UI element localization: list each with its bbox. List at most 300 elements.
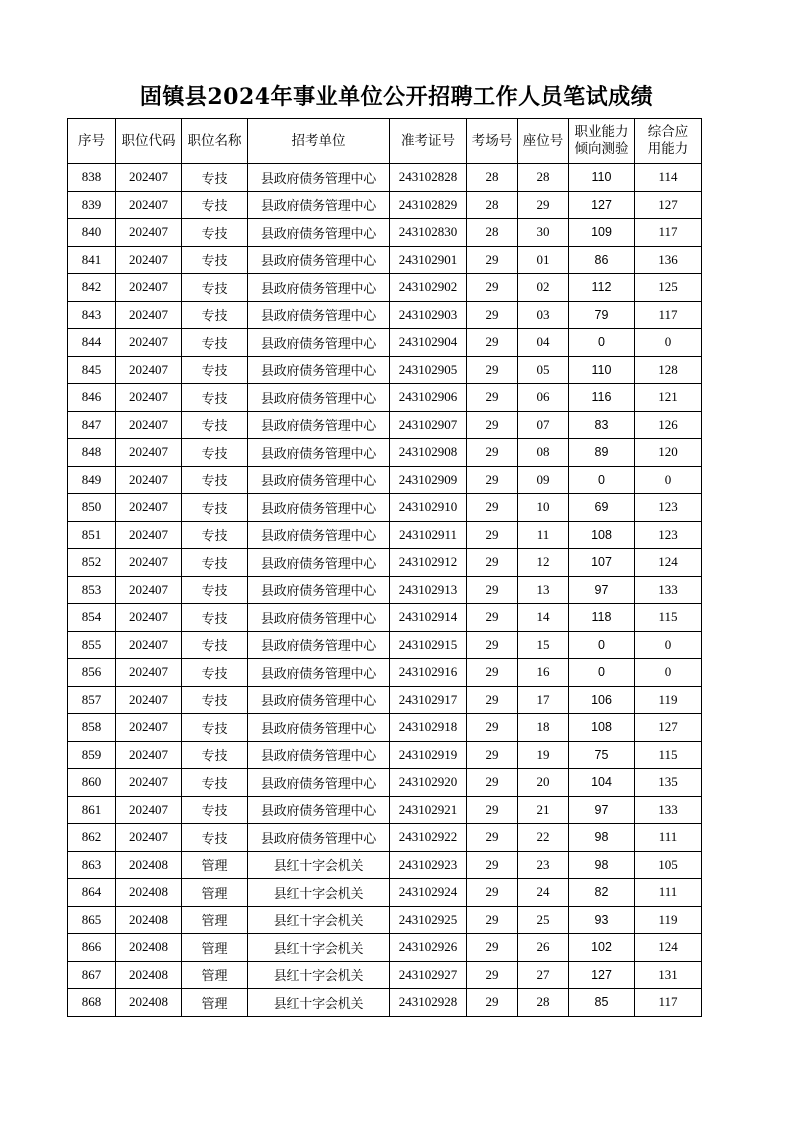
admission-number-cell: 243102908 <box>390 439 467 467</box>
table-row <box>68 494 702 522</box>
header-position-name: 职位名称 <box>182 119 248 164</box>
aptitude-score-cell: 104 <box>569 769 635 797</box>
serial-number-cell: 844 <box>68 329 116 357</box>
aptitude-score-cell: 127 <box>569 191 635 219</box>
aptitude-score-cell: 116 <box>569 384 635 412</box>
position-name-cell: 专技 <box>182 576 248 604</box>
exam-room-cell: 29 <box>467 329 518 357</box>
recruiting-unit-cell: 县政府债务管理中心 <box>248 604 390 632</box>
serial-number-cell: 843 <box>68 301 116 329</box>
seat-number-cell: 08 <box>518 439 569 467</box>
recruiting-unit-cell: 县红十字会机关 <box>248 961 390 989</box>
applied-ability-score-cell: 123 <box>635 494 702 522</box>
recruiting-unit-cell: 县红十字会机关 <box>248 879 390 907</box>
exam-room-cell: 29 <box>467 851 518 879</box>
recruiting-unit-cell: 县红十字会机关 <box>248 989 390 1017</box>
serial-number-cell: 856 <box>68 659 116 687</box>
position-code-cell: 202407 <box>116 741 182 769</box>
position-name-cell: 专技 <box>182 686 248 714</box>
admission-number-cell: 243102907 <box>390 411 467 439</box>
exam-room-cell: 29 <box>467 659 518 687</box>
recruiting-unit-cell: 县政府债务管理中心 <box>248 521 390 549</box>
exam-room-cell: 29 <box>467 549 518 577</box>
position-name-cell: 管理 <box>182 989 248 1017</box>
aptitude-score-cell: 112 <box>569 274 635 302</box>
applied-ability-score-cell: 120 <box>635 439 702 467</box>
exam-room-cell: 29 <box>467 494 518 522</box>
table-row <box>68 741 702 769</box>
serial-number-cell: 847 <box>68 411 116 439</box>
exam-room-cell: 29 <box>467 466 518 494</box>
aptitude-score-cell: 108 <box>569 714 635 742</box>
applied-ability-score-cell: 128 <box>635 356 702 384</box>
serial-number-cell: 864 <box>68 879 116 907</box>
exam-room-cell: 29 <box>467 714 518 742</box>
applied-ability-score-cell: 0 <box>635 329 702 357</box>
serial-number-cell: 851 <box>68 521 116 549</box>
aptitude-score-cell: 82 <box>569 879 635 907</box>
aptitude-score-cell: 97 <box>569 796 635 824</box>
header-position-code: 职位代码 <box>116 119 182 164</box>
page-title: 固镇县2024年事业单位公开招聘工作人员笔试成绩 <box>139 84 654 110</box>
position-code-cell: 202407 <box>116 714 182 742</box>
position-code-cell: 202408 <box>116 879 182 907</box>
applied-ability-score-cell: 136 <box>635 246 702 274</box>
position-code-cell: 202407 <box>116 411 182 439</box>
header-serial-number: 序号 <box>68 119 116 164</box>
position-name-cell: 专技 <box>182 466 248 494</box>
seat-number-cell: 17 <box>518 686 569 714</box>
position-code-cell: 202407 <box>116 274 182 302</box>
aptitude-score-cell: 0 <box>569 329 635 357</box>
exam-room-cell: 29 <box>467 824 518 852</box>
admission-number-cell: 243102924 <box>390 879 467 907</box>
position-code-cell: 202407 <box>116 686 182 714</box>
recruiting-unit-cell: 县政府债务管理中心 <box>248 686 390 714</box>
applied-ability-score-cell: 119 <box>635 686 702 714</box>
applied-ability-score-cell: 124 <box>635 934 702 962</box>
recruiting-unit-cell: 县红十字会机关 <box>248 851 390 879</box>
aptitude-score-cell: 118 <box>569 604 635 632</box>
position-code-cell: 202407 <box>116 219 182 247</box>
exam-room-cell: 28 <box>467 164 518 192</box>
aptitude-score-cell: 106 <box>569 686 635 714</box>
exam-room-cell: 29 <box>467 411 518 439</box>
applied-ability-score-cell: 133 <box>635 796 702 824</box>
exam-room-cell: 29 <box>467 934 518 962</box>
serial-number-cell: 838 <box>68 164 116 192</box>
table-row <box>68 521 702 549</box>
serial-number-cell: 842 <box>68 274 116 302</box>
serial-number-cell: 855 <box>68 631 116 659</box>
aptitude-score-cell: 127 <box>569 961 635 989</box>
position-name-cell: 管理 <box>182 879 248 907</box>
aptitude-score-cell: 98 <box>569 824 635 852</box>
seat-number-cell: 05 <box>518 356 569 384</box>
position-code-cell: 202407 <box>116 246 182 274</box>
exam-room-cell: 29 <box>467 796 518 824</box>
position-code-cell: 202407 <box>116 576 182 604</box>
exam-scores-table <box>67 118 702 1017</box>
aptitude-score-cell: 0 <box>569 659 635 687</box>
exam-room-cell: 29 <box>467 576 518 604</box>
position-name-cell: 专技 <box>182 301 248 329</box>
aptitude-score-cell: 102 <box>569 934 635 962</box>
table-row <box>68 191 702 219</box>
serial-number-cell: 853 <box>68 576 116 604</box>
applied-ability-score-cell: 119 <box>635 906 702 934</box>
admission-number-cell: 243102902 <box>390 274 467 302</box>
admission-number-cell: 243102828 <box>390 164 467 192</box>
recruiting-unit-cell: 县政府债务管理中心 <box>248 329 390 357</box>
seat-number-cell: 22 <box>518 824 569 852</box>
exam-room-cell: 29 <box>467 879 518 907</box>
header-exam-room: 考场号 <box>467 119 518 164</box>
exam-room-cell: 29 <box>467 384 518 412</box>
position-code-cell: 202408 <box>116 961 182 989</box>
admission-number-cell: 243102928 <box>390 989 467 1017</box>
position-code-cell: 202408 <box>116 934 182 962</box>
serial-number-cell: 867 <box>68 961 116 989</box>
applied-ability-score-cell: 115 <box>635 604 702 632</box>
applied-ability-score-cell: 131 <box>635 961 702 989</box>
aptitude-score-cell: 97 <box>569 576 635 604</box>
admission-number-cell: 243102830 <box>390 219 467 247</box>
applied-ability-score-cell: 135 <box>635 769 702 797</box>
aptitude-score-cell: 69 <box>569 494 635 522</box>
position-code-cell: 202407 <box>116 796 182 824</box>
recruiting-unit-cell: 县政府债务管理中心 <box>248 576 390 604</box>
serial-number-cell: 860 <box>68 769 116 797</box>
recruiting-unit-cell: 县政府债务管理中心 <box>248 769 390 797</box>
position-code-cell: 202407 <box>116 659 182 687</box>
seat-number-cell: 20 <box>518 769 569 797</box>
position-name-cell: 专技 <box>182 356 248 384</box>
position-code-cell: 202408 <box>116 989 182 1017</box>
table-row <box>68 824 702 852</box>
admission-number-cell: 243102917 <box>390 686 467 714</box>
position-name-cell: 专技 <box>182 246 248 274</box>
exam-room-cell: 29 <box>467 989 518 1017</box>
admission-number-cell: 243102916 <box>390 659 467 687</box>
seat-number-cell: 28 <box>518 989 569 1017</box>
serial-number-cell: 840 <box>68 219 116 247</box>
recruiting-unit-cell: 县政府债务管理中心 <box>248 219 390 247</box>
position-code-cell: 202407 <box>116 329 182 357</box>
table-row <box>68 686 702 714</box>
table-row <box>68 439 702 467</box>
position-code-cell: 202408 <box>116 906 182 934</box>
aptitude-score-cell: 110 <box>569 356 635 384</box>
aptitude-score-cell: 109 <box>569 219 635 247</box>
table-row <box>68 549 702 577</box>
recruiting-unit-cell: 县政府债务管理中心 <box>248 466 390 494</box>
recruiting-unit-cell: 县政府债务管理中心 <box>248 439 390 467</box>
admission-number-cell: 243102922 <box>390 824 467 852</box>
table-row <box>68 631 702 659</box>
table-row <box>68 301 702 329</box>
position-code-cell: 202407 <box>116 191 182 219</box>
position-code-cell: 202407 <box>116 824 182 852</box>
exam-room-cell: 29 <box>467 439 518 467</box>
serial-number-cell: 854 <box>68 604 116 632</box>
recruiting-unit-cell: 县政府债务管理中心 <box>248 659 390 687</box>
serial-number-cell: 845 <box>68 356 116 384</box>
position-name-cell: 管理 <box>182 934 248 962</box>
admission-number-cell: 243102906 <box>390 384 467 412</box>
recruiting-unit-cell: 县政府债务管理中心 <box>248 741 390 769</box>
header-applied-ability: 综合应 用能力 <box>635 119 702 164</box>
position-name-cell: 专技 <box>182 384 248 412</box>
table-row <box>68 384 702 412</box>
serial-number-cell: 868 <box>68 989 116 1017</box>
seat-number-cell: 18 <box>518 714 569 742</box>
aptitude-score-cell: 93 <box>569 906 635 934</box>
header-seat-number: 座位号 <box>518 119 569 164</box>
header-recruiting-unit: 招考单位 <box>248 119 390 164</box>
serial-number-cell: 863 <box>68 851 116 879</box>
position-name-cell: 专技 <box>182 219 248 247</box>
table-row <box>68 604 702 632</box>
seat-number-cell: 28 <box>518 164 569 192</box>
recruiting-unit-cell: 县政府债务管理中心 <box>248 494 390 522</box>
applied-ability-score-cell: 0 <box>635 466 702 494</box>
seat-number-cell: 12 <box>518 549 569 577</box>
recruiting-unit-cell: 县政府债务管理中心 <box>248 714 390 742</box>
admission-number-cell: 243102909 <box>390 466 467 494</box>
seat-number-cell: 09 <box>518 466 569 494</box>
recruiting-unit-cell: 县政府债务管理中心 <box>248 384 390 412</box>
serial-number-cell: 865 <box>68 906 116 934</box>
position-code-cell: 202407 <box>116 466 182 494</box>
recruiting-unit-cell: 县政府债务管理中心 <box>248 796 390 824</box>
exam-room-cell: 28 <box>467 191 518 219</box>
admission-number-cell: 243102911 <box>390 521 467 549</box>
position-name-cell: 专技 <box>182 164 248 192</box>
table-row <box>68 961 702 989</box>
position-code-cell: 202407 <box>116 604 182 632</box>
seat-number-cell: 10 <box>518 494 569 522</box>
exam-room-cell: 29 <box>467 961 518 989</box>
seat-number-cell: 29 <box>518 191 569 219</box>
recruiting-unit-cell: 县红十字会机关 <box>248 934 390 962</box>
exam-room-cell: 29 <box>467 246 518 274</box>
applied-ability-score-cell: 124 <box>635 549 702 577</box>
applied-ability-score-cell: 117 <box>635 301 702 329</box>
applied-ability-score-cell: 127 <box>635 714 702 742</box>
applied-ability-score-cell: 126 <box>635 411 702 439</box>
applied-ability-score-cell: 0 <box>635 659 702 687</box>
applied-ability-score-cell: 115 <box>635 741 702 769</box>
exam-room-cell: 29 <box>467 741 518 769</box>
serial-number-cell: 866 <box>68 934 116 962</box>
table-row <box>68 934 702 962</box>
applied-ability-score-cell: 105 <box>635 851 702 879</box>
admission-number-cell: 243102919 <box>390 741 467 769</box>
position-code-cell: 202407 <box>116 494 182 522</box>
seat-number-cell: 24 <box>518 879 569 907</box>
header-admission-number: 准考证号 <box>390 119 467 164</box>
position-code-cell: 202407 <box>116 164 182 192</box>
seat-number-cell: 21 <box>518 796 569 824</box>
applied-ability-score-cell: 133 <box>635 576 702 604</box>
aptitude-score-cell: 110 <box>569 164 635 192</box>
serial-number-cell: 852 <box>68 549 116 577</box>
exam-room-cell: 29 <box>467 631 518 659</box>
admission-number-cell: 243102910 <box>390 494 467 522</box>
seat-number-cell: 27 <box>518 961 569 989</box>
aptitude-score-cell: 89 <box>569 439 635 467</box>
applied-ability-score-cell: 117 <box>635 219 702 247</box>
aptitude-score-cell: 108 <box>569 521 635 549</box>
table-row <box>68 411 702 439</box>
admission-number-cell: 243102904 <box>390 329 467 357</box>
aptitude-score-cell: 0 <box>569 631 635 659</box>
exam-room-cell: 28 <box>467 219 518 247</box>
position-name-cell: 管理 <box>182 851 248 879</box>
table-row <box>68 576 702 604</box>
exam-room-cell: 29 <box>467 769 518 797</box>
aptitude-score-cell: 79 <box>569 301 635 329</box>
serial-number-cell: 841 <box>68 246 116 274</box>
admission-number-cell: 243102913 <box>390 576 467 604</box>
applied-ability-score-cell: 125 <box>635 274 702 302</box>
table-row <box>68 796 702 824</box>
recruiting-unit-cell: 县政府债务管理中心 <box>248 549 390 577</box>
recruiting-unit-cell: 县红十字会机关 <box>248 906 390 934</box>
seat-number-cell: 02 <box>518 274 569 302</box>
position-name-cell: 专技 <box>182 494 248 522</box>
table-row <box>68 879 702 907</box>
seat-number-cell: 11 <box>518 521 569 549</box>
position-name-cell: 专技 <box>182 191 248 219</box>
seat-number-cell: 06 <box>518 384 569 412</box>
seat-number-cell: 07 <box>518 411 569 439</box>
serial-number-cell: 850 <box>68 494 116 522</box>
aptitude-score-cell: 86 <box>569 246 635 274</box>
position-name-cell: 专技 <box>182 796 248 824</box>
seat-number-cell: 16 <box>518 659 569 687</box>
seat-number-cell: 30 <box>518 219 569 247</box>
applied-ability-score-cell: 123 <box>635 521 702 549</box>
admission-number-cell: 243102925 <box>390 906 467 934</box>
position-code-cell: 202407 <box>116 439 182 467</box>
seat-number-cell: 04 <box>518 329 569 357</box>
table-row <box>68 906 702 934</box>
admission-number-cell: 243102918 <box>390 714 467 742</box>
aptitude-score-cell: 83 <box>569 411 635 439</box>
position-name-cell: 专技 <box>182 659 248 687</box>
applied-ability-score-cell: 111 <box>635 824 702 852</box>
position-code-cell: 202407 <box>116 769 182 797</box>
serial-number-cell: 858 <box>68 714 116 742</box>
position-code-cell: 202408 <box>116 851 182 879</box>
recruiting-unit-cell: 县政府债务管理中心 <box>248 301 390 329</box>
admission-number-cell: 243102921 <box>390 796 467 824</box>
position-name-cell: 专技 <box>182 329 248 357</box>
seat-number-cell: 25 <box>518 906 569 934</box>
seat-number-cell: 19 <box>518 741 569 769</box>
position-name-cell: 专技 <box>182 741 248 769</box>
table-row <box>68 659 702 687</box>
position-code-cell: 202407 <box>116 549 182 577</box>
admission-number-cell: 243102903 <box>390 301 467 329</box>
position-name-cell: 管理 <box>182 906 248 934</box>
recruiting-unit-cell: 县政府债务管理中心 <box>248 356 390 384</box>
serial-number-cell: 846 <box>68 384 116 412</box>
position-code-cell: 202407 <box>116 521 182 549</box>
aptitude-score-cell: 107 <box>569 549 635 577</box>
admission-number-cell: 243102926 <box>390 934 467 962</box>
table-row <box>68 769 702 797</box>
applied-ability-score-cell: 114 <box>635 164 702 192</box>
seat-number-cell: 13 <box>518 576 569 604</box>
position-name-cell: 专技 <box>182 824 248 852</box>
applied-ability-score-cell: 121 <box>635 384 702 412</box>
position-code-cell: 202407 <box>116 384 182 412</box>
position-name-cell: 专技 <box>182 604 248 632</box>
position-code-cell: 202407 <box>116 631 182 659</box>
seat-number-cell: 15 <box>518 631 569 659</box>
table-row <box>68 714 702 742</box>
serial-number-cell: 857 <box>68 686 116 714</box>
admission-number-cell: 243102901 <box>390 246 467 274</box>
position-name-cell: 管理 <box>182 961 248 989</box>
serial-number-cell: 862 <box>68 824 116 852</box>
seat-number-cell: 26 <box>518 934 569 962</box>
exam-room-cell: 29 <box>467 301 518 329</box>
admission-number-cell: 243102920 <box>390 769 467 797</box>
aptitude-score-cell: 75 <box>569 741 635 769</box>
table-row <box>68 851 702 879</box>
recruiting-unit-cell: 县政府债务管理中心 <box>248 164 390 192</box>
position-name-cell: 专技 <box>182 714 248 742</box>
recruiting-unit-cell: 县政府债务管理中心 <box>248 631 390 659</box>
table-row <box>68 466 702 494</box>
applied-ability-score-cell: 111 <box>635 879 702 907</box>
applied-ability-score-cell: 0 <box>635 631 702 659</box>
position-code-cell: 202407 <box>116 356 182 384</box>
position-code-cell: 202407 <box>116 301 182 329</box>
table-row <box>68 356 702 384</box>
position-name-cell: 专技 <box>182 521 248 549</box>
serial-number-cell: 859 <box>68 741 116 769</box>
table-row <box>68 246 702 274</box>
seat-number-cell: 03 <box>518 301 569 329</box>
recruiting-unit-cell: 县政府债务管理中心 <box>248 411 390 439</box>
exam-room-cell: 29 <box>467 356 518 384</box>
applied-ability-score-cell: 117 <box>635 989 702 1017</box>
position-name-cell: 专技 <box>182 439 248 467</box>
table-row <box>68 274 702 302</box>
recruiting-unit-cell: 县政府债务管理中心 <box>248 274 390 302</box>
table-row <box>68 164 702 192</box>
table-header-row <box>68 119 702 164</box>
admission-number-cell: 243102914 <box>390 604 467 632</box>
position-name-cell: 专技 <box>182 274 248 302</box>
aptitude-score-cell: 98 <box>569 851 635 879</box>
exam-room-cell: 29 <box>467 521 518 549</box>
position-name-cell: 专技 <box>182 631 248 659</box>
exam-room-cell: 29 <box>467 274 518 302</box>
admission-number-cell: 243102829 <box>390 191 467 219</box>
table-row <box>68 989 702 1017</box>
position-name-cell: 专技 <box>182 549 248 577</box>
exam-room-cell: 29 <box>467 604 518 632</box>
admission-number-cell: 243102915 <box>390 631 467 659</box>
admission-number-cell: 243102912 <box>390 549 467 577</box>
exam-room-cell: 29 <box>467 906 518 934</box>
